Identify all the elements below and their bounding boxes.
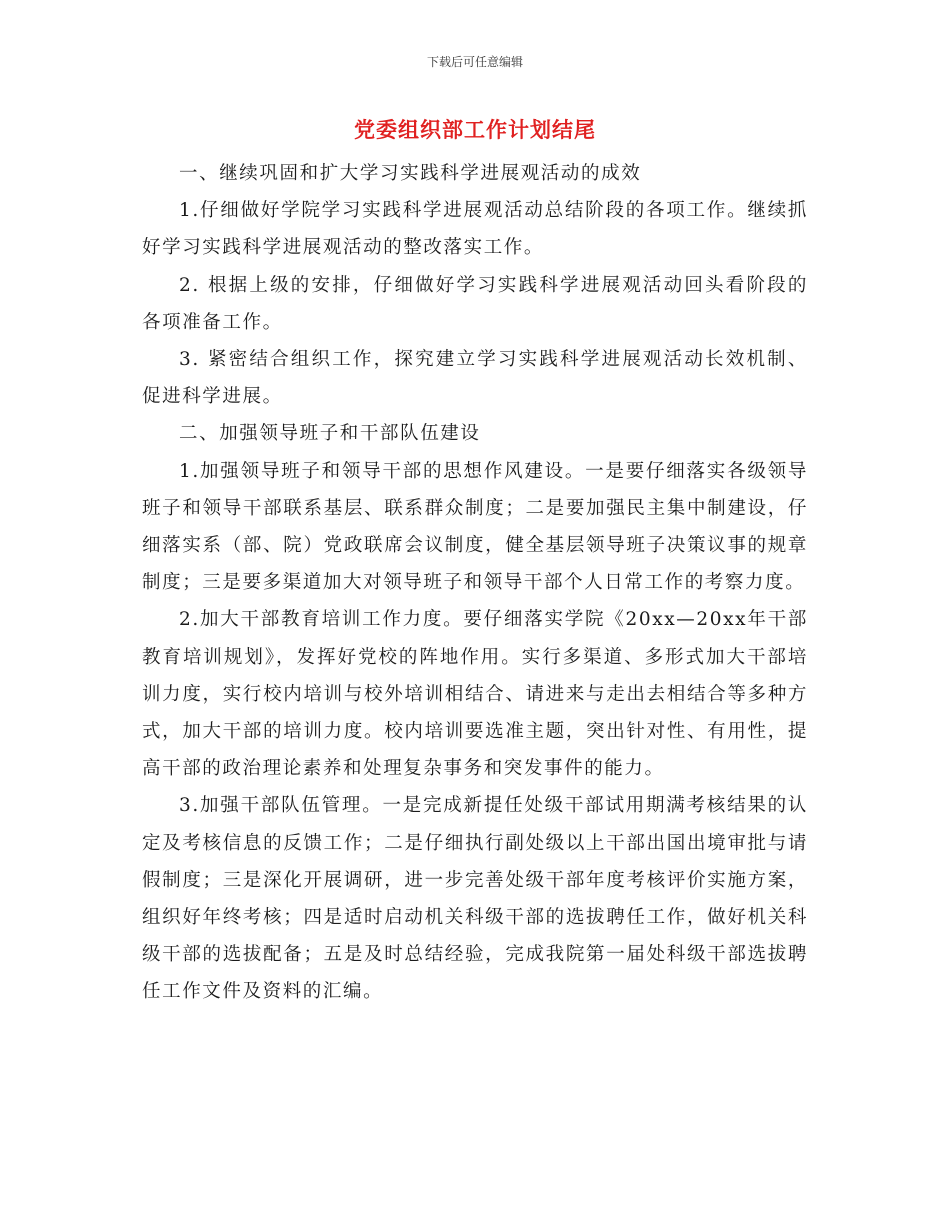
paragraph-2-1: 1.加强领导班子和领导干部的思想作风建设。一是要仔细落实各级领导班子和领导干部联系基层、联系群众制度；二是要加强民主集中制建设，仔细落实系（部、院）党政联席会议制度，健全基层领导班子决策议事的规章制度；三是要多渠道加大对领导班子和领导干部个人日常工作的考察力度。 — [142, 460, 808, 594]
paragraph-2-3: 3.加强干部队伍管理。一是完成新提任处级干部试用期满考核结果的认定及考核信息的反馈工作；二是仔细执行副处级以上干部出国出境审批与请假制度；三是深化开展调研，进一步完善处级干部年度考核评价实施方案，组织好年终考核；四是适时启动机关科级干部的选拔聘任工作，做好机关科级干部的选拔配备；五是及时总结经验，完成我院第一届处科级干部选拔聘任工作文件及资料的汇编。 — [142, 795, 808, 1003]
paragraph-1-1: 1.仔细做好学院学习实践科学进展观活动总结阶段的各项工作。继续抓好学习实践科学进展观活动的整改落实工作。 — [142, 200, 808, 259]
paragraph-2-2: 2.加大干部教育培训工作力度。要仔细落实学院《20xx—20xx年干部教育培训规划》，发挥好党校的阵地作用。实行多渠道、多形式加大干部培训力度，实行校内培训与校外培训相结合、请进来与走出去相结合等多种方式，加大干部的培训力度。校内培训要选准主题，突出针对性、有用性，提高干部的政治理论素养和处理复杂事务和突发事件的能力。 — [142, 609, 808, 780]
section-heading-2: 二、加强领导班子和干部队伍建设 — [179, 423, 481, 445]
document-title: 党委组织部工作计划结尾 — [354, 117, 596, 142]
header-note: 下载后可任意编辑 — [426, 55, 523, 69]
paragraph-1-2: 2. 根据上级的安排，仔细做好学习实践科学进展观活动回头看阶段的各项准备工作。 — [142, 274, 808, 333]
document-body — [142, 155, 808, 1011]
section-heading-1: 一、继续巩固和扩大学习实践科学进展观活动的成效 — [179, 163, 642, 184]
paragraph-1-3: 3. 紧密结合组织工作，探究建立学习实践科学进展观活动长效机制、促进科学进展。 — [142, 349, 808, 408]
